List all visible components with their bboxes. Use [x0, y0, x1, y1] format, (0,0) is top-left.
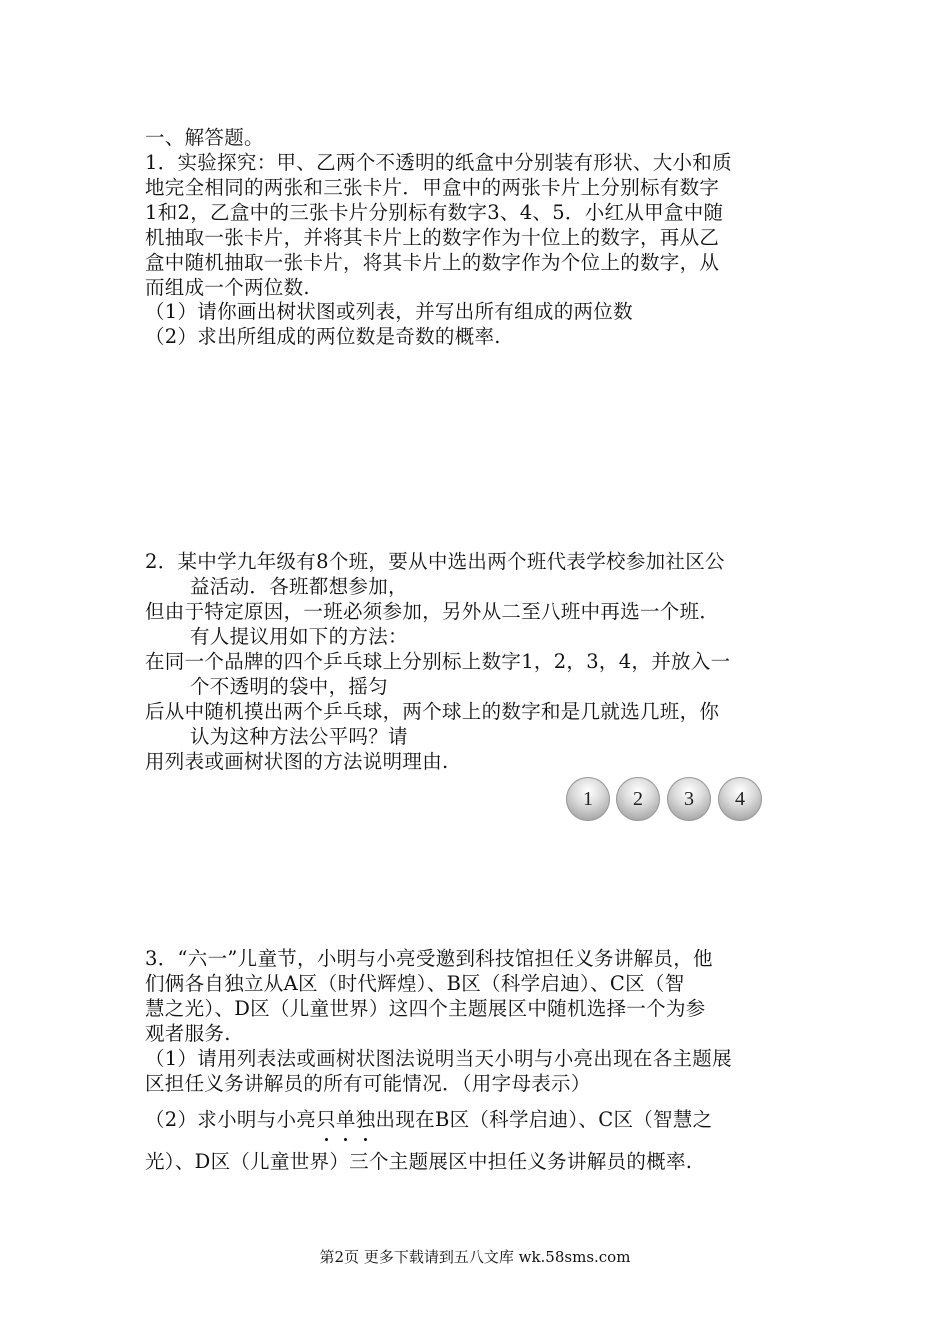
q3-line: 们俩各自独立从A区（时代辉煌）、B区（科学启迪）、C区（智 [145, 972, 685, 995]
emphasis-char: 只 [316, 1108, 336, 1131]
q2-line: 益活动．各班都想参加， [190, 575, 408, 598]
q3-line: 慧之光）、D区（儿童世界）这四个主题展区中随机选择一个为参 [145, 997, 706, 1020]
q3-line: 观者服务. [145, 1022, 231, 1045]
q3-line: 3．“六一”儿童节，小明与小亮受邀到科技馆担任义务讲解员，他 [145, 947, 713, 970]
q3-part-2 [145, 1108, 712, 1132]
ping-pong-ball: 1 [566, 777, 610, 821]
emphasis-char: 单 [335, 1108, 356, 1131]
q1-part-1: （1）请你画出树状图或列表，并写出所有组成的两位数 [145, 300, 633, 323]
q2-line: 后从中随机摸出两个乒乓球，两个球上的数字和是几就选几班，你 [145, 700, 720, 723]
q1-line: 盒中随机抽取一张卡片，将其卡片上的数字作为个位上的数字，从 [145, 251, 720, 274]
q1-line: 地完全相同的两张和三张卡片．甲盒中的两张卡片上分别标有数字 [145, 176, 720, 199]
q1-line: 1和2，乙盒中的三张卡片分别标有数字3、4、5．小红从甲盒中随 [145, 201, 724, 224]
q1-line: 1．实验探究：甲、乙两个不透明的纸盒中分别装有形状、大小和质 [145, 151, 732, 174]
q3-part-2-prefix: （2）求小明与小亮 [145, 1108, 317, 1131]
ping-pong-ball: 3 [667, 777, 711, 821]
section-heading: 一、解答题。 [145, 126, 264, 149]
q2-line: 2．某中学九年级有8个班，要从中选出两个班代表学校参加社区公 [145, 550, 725, 573]
q2-line: 但由于特定原因，一班必须参加，另外从二至八班中再选一个班． [145, 600, 720, 623]
q3-part-1: 区担任义务讲解员的所有可能情况．（用字母表示） [145, 1072, 591, 1095]
ping-pong-ball: 4 [718, 777, 762, 821]
page-footer: 第2页 更多下载请到五八文库 wk.58sms.com [319, 1248, 631, 1266]
q3-part-2: 光）、D区（儿童世界）三个主题展区中担任义务讲解员的概率. [145, 1150, 693, 1173]
q1-line: 机抽取一张卡片，并将其卡片上的数字作为十位上的数字，再从乙 [145, 226, 720, 249]
q2-line: 在同一个品牌的四个乒乓球上分别标上数字1，2，3，4，并放入一 [145, 650, 731, 673]
emphasis-char: 独 [355, 1108, 376, 1131]
q3-part-1: （1）请用列表法或画树状图法说明当天小明与小亮出现在各主题展 [145, 1047, 732, 1070]
q3-part-2-suffix: 出现在B区（科学启迪）、C区（智慧之 [375, 1108, 713, 1131]
ping-pong-ball: 2 [616, 777, 660, 821]
q2-line: 个不透明的袋中，摇匀 [190, 675, 389, 698]
q1-part-2: （2）求出所组成的两位数是奇数的概率. [145, 325, 501, 348]
q2-line: 用列表或画树状图的方法说明理由. [145, 750, 449, 773]
q1-line: 而组成一个两位数. [145, 276, 310, 299]
q2-line: 认为这种方法公平吗？请 [190, 725, 408, 748]
q2-line: 有人提议用如下的方法： [190, 625, 408, 648]
